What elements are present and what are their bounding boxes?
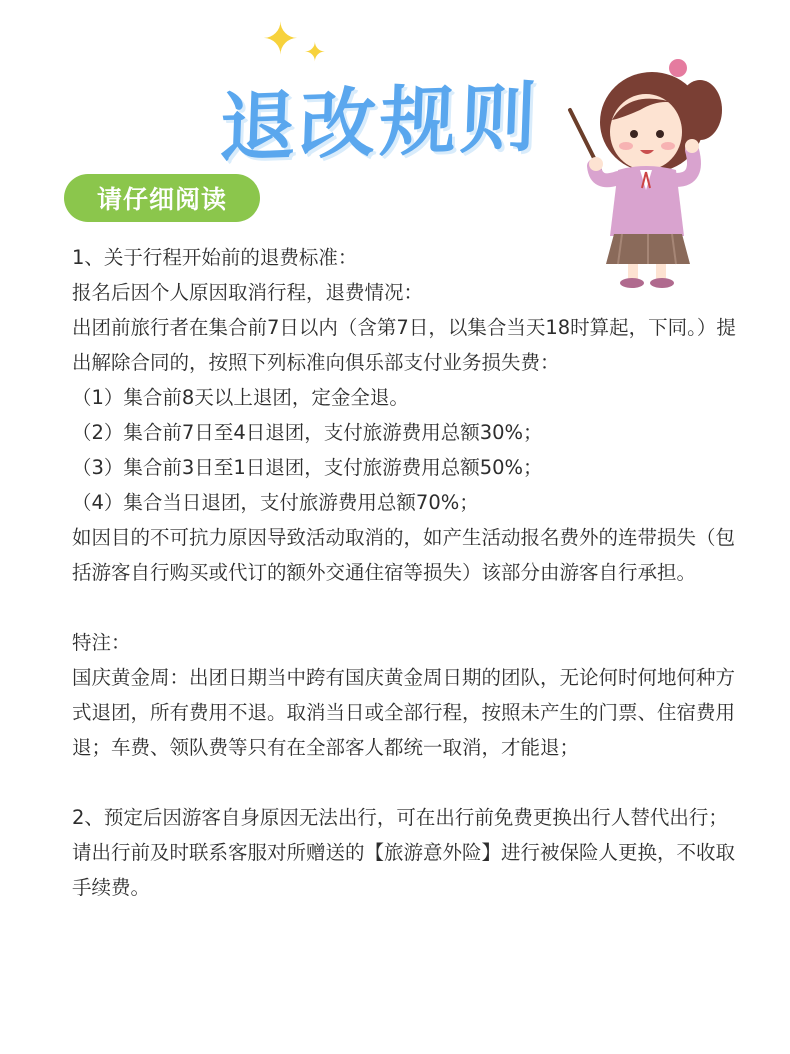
paragraph: 报名后因个人原因取消行程，退费情况： [72, 281, 424, 304]
header [0, 0, 790, 240]
section2-text: 2、预定后因游客自身原因无法出行，可在出行前免费更换出行人替代出行；请出行前及时联系客服对所赠送的【旅游意外险】进行被保险人更换，不收取手续费。 [72, 806, 736, 899]
paragraph: 如因目的不可抗力原因导致活动取消的，如产生活动报名费外的连带损失（包括游客自行购买或代订的额外交通住宿等损失）该部分由游客自行承担。 [72, 526, 736, 584]
list-item: （4）集合当日退团，支付旅游费用总额70%； [72, 491, 479, 514]
sparkle-star-icon: ✦ [304, 38, 326, 68]
paragraph: 国庆黄金周：出团日期当中跨有国庆黄金周日期的团队，无论何时何地何种方式退团，所有费用不退。取消当日或全部行程，按照未产生的门票、住宿费用退；车费、领队费等只有在全部客人都统一取消，才能退； [72, 666, 736, 759]
note-label: 特注： [72, 631, 131, 654]
list-item: （2）集合前7日至4日退团，支付旅游费用总额30%； [72, 421, 543, 444]
read-carefully-badge: 请仔细阅读 [64, 174, 260, 222]
sparkle-star-icon: ✦ [262, 14, 299, 65]
list-item: （1）集合前8天以上退团，定金全退。 [72, 386, 409, 409]
refund-rules-body [72, 240, 742, 905]
page-title: 退改规则 [217, 72, 542, 173]
paragraph: 出团前旅行者在集合前7日以内（含第7日，以集合当天18时算起，下同。）提出解除合同的，按照下列标准向俱乐部支付业务损失费： [72, 316, 736, 374]
section1-heading: 1、关于行程开始前的退费标准： [72, 246, 358, 269]
list-item: （3）集合前3日至1日退团，支付旅游费用总额50%； [72, 456, 543, 479]
